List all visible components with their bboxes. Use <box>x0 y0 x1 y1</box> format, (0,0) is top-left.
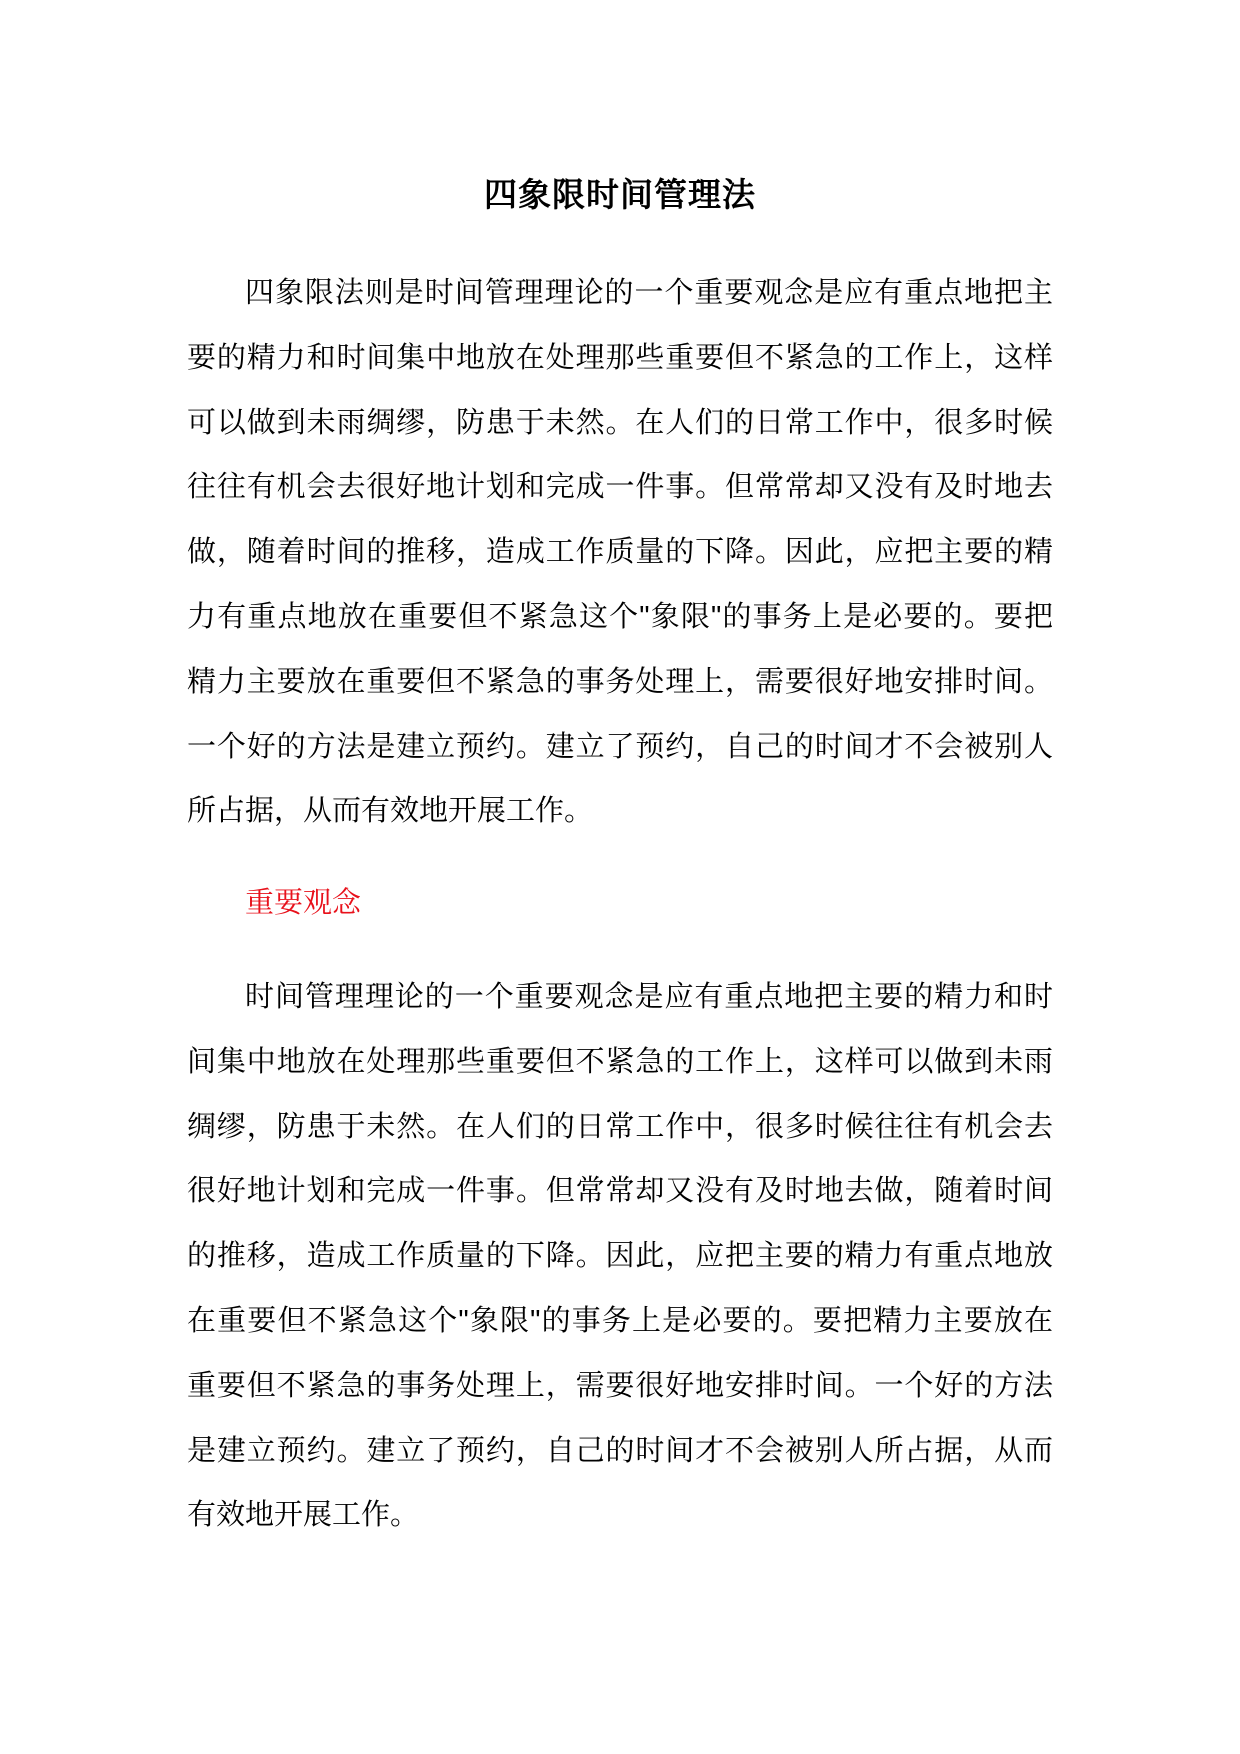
paragraph-line: 时间管理理论的一个重要观念是应有重点地把主要的精力和时 <box>245 981 1053 1013</box>
paragraph-line: 的推移，造成工作质量的下降。因此，应把主要的精力有重点地放 <box>187 1240 1053 1273</box>
paragraph-intro <box>187 261 1053 844</box>
paragraph-line: 绸缪，防患于未然。在人们的日常工作中，很多时候往往有机会去 <box>187 1110 1053 1143</box>
paragraph-line: 往往有机会去很好地计划和完成一件事。但常常却又没有及时地去 <box>187 471 1053 504</box>
paragraph-line: 精力主要放在重要但不紧急的事务处理上，需要很好地安排时间。 <box>187 665 1053 698</box>
paragraph-line: 可以做到未雨绸缪，防患于未然。在人们的日常工作中，很多时候 <box>187 406 1053 439</box>
paragraph-line: 所占据，从而有效地开展工作。 <box>187 795 594 828</box>
paragraph-line: 在重要但不紧急这个"象限"的事务上是必要的。要把精力主要放在 <box>187 1304 1053 1337</box>
paragraph-line: 四象限法则是时间管理理论的一个重要观念是应有重点地把主 <box>245 277 1053 309</box>
section-heading: 重要观念 <box>245 887 362 919</box>
document-title: 四象限时间管理法 <box>484 176 756 213</box>
paragraph-line: 很好地计划和完成一件事。但常常却又没有及时地去做，随着时间 <box>187 1175 1053 1208</box>
paragraph-line: 间集中地放在处理那些重要但不紧急的工作上，这样可以做到未雨 <box>187 1045 1053 1078</box>
paragraph-line: 有效地开展工作。 <box>187 1499 420 1532</box>
paragraph-line: 重要但不紧急的事务处理上，需要很好地安排时间。一个好的方法 <box>187 1369 1053 1402</box>
paragraph-line: 做，随着时间的推移，造成工作质量的下降。因此，应把主要的精 <box>187 536 1053 569</box>
paragraph-line: 要的精力和时间集中地放在处理那些重要但不紧急的工作上，这样 <box>187 341 1053 374</box>
paragraph-key-concept <box>187 965 1053 1548</box>
document-body <box>187 0 1053 1754</box>
paragraph-line: 一个好的方法是建立预约。建立了预约，自己的时间才不会被别人 <box>187 730 1053 763</box>
paragraph-line: 是建立预约。建立了预约，自己的时间才不会被别人所占据，从而 <box>187 1434 1053 1467</box>
paragraph-line: 力有重点地放在重要但不紧急这个"象限"的事务上是必要的。要把 <box>187 600 1053 633</box>
